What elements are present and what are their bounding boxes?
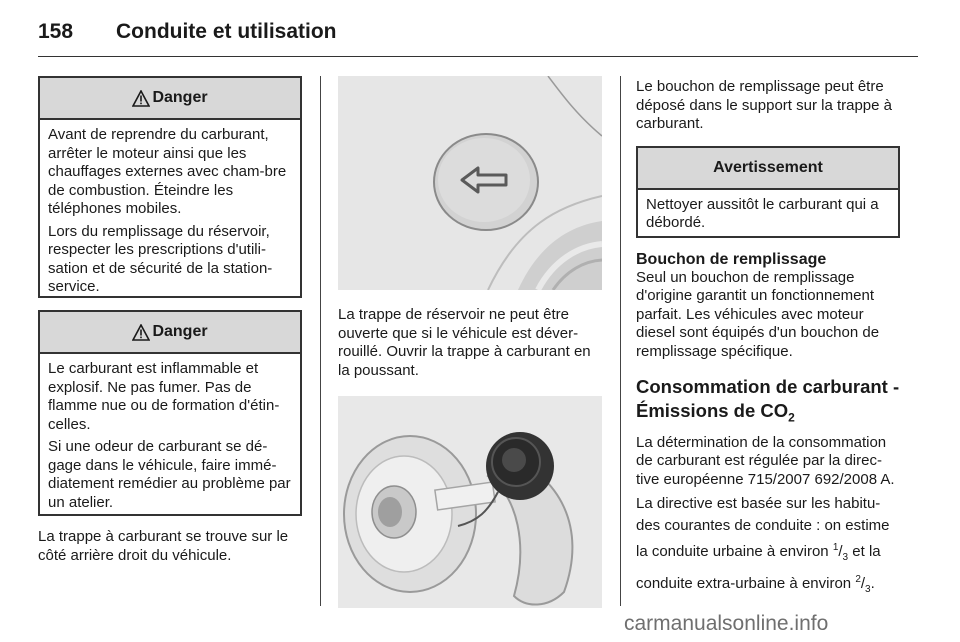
danger-label: Danger [152,323,208,340]
warning-box-body [638,190,898,239]
fraction-2-numerator: 2 [855,574,861,586]
filler-cap-holder-text: Le bouchon de remplissage peut être déposé dans le support sur la trappe à carburant. [636,78,893,132]
filler-cap-heading: Bouchon de remplissage [636,250,827,268]
fuel-cap-open-illustration [338,396,602,608]
page-title: Conduite et utilisation [116,20,337,43]
warning-box [636,146,900,238]
danger-paragraph: Avant de reprendre du carburant, arrêter le moteur ainsi que les chauffages externes avec cham-bre de combustion. Éteindre les téléphones mobiles. [48,126,287,217]
driving-text-part-c: . [870,575,875,593]
warning-triangle-icon [132,90,150,107]
column-2 [338,76,602,608]
warning-triangle-icon [132,324,150,341]
watermark: carmanualsonline.info [624,612,829,635]
danger-box-2 [38,310,302,516]
danger-paragraph: Le carburant est inflammable et explosif. Ne pas fumer. Pas de flamme nue ou de formation d'étin-celles. [48,360,280,433]
danger-paragraph: Lors du remplissage du réservoir, respecter les prescriptions d'utili-sation et de sécurité de la station-service. [48,222,273,295]
column-3 [636,76,900,601]
column-divider-2 [620,76,621,606]
danger-box-1 [38,76,302,298]
consumption-directive-text: La détermination de la consommation de carburant est régulée par la direc-tive européenne 715/2007 692/2008 A. [636,433,895,488]
fuel-flap-location-text: La trappe à carburant se trouve sur le côté arrière droit du véhicule. [38,528,289,564]
danger-box-body [40,354,300,518]
consumption-heading-line2 [636,399,900,430]
fraction-2-denominator: 3 [865,584,871,596]
consumption-heading-line1: Consommation de carburant - [636,376,900,397]
warning-label: Avertissement [713,158,823,176]
fuel-flap-closed-illustration [338,76,602,290]
consumption-driving-text: La directive est basée sur les habitu-des courantes de conduite : on estime la conduite urbaine à environ $^1/_3$ et la conduite extra-urbaine à environ $^2/_3$. [636,495,890,596]
page-number: 158 [38,20,74,43]
column-1 [38,76,302,565]
driving-text-part-b: et la conduite extra-urbaine à environ [636,543,881,593]
fuel-cap-open-photo [338,396,602,608]
fraction-1-denominator: 3 [842,552,849,564]
co2-subscript: 2 [788,410,795,425]
warning-box-header [638,148,898,190]
fuel-flap-open-text: La trappe de réservoir ne peut être ouverte que si le véhicule est déver-rouillé. Ouvrir la trappe à carburant en la poussant. [338,306,591,379]
header-rule [38,56,918,57]
fuel-flap-closed-photo [338,76,602,290]
filler-cap-text: Seul un bouchon de remplissage d'origine garantit un fonctionnement parfait. Les véhicules avec moteur diesel sont équipés d'un bouchon de remplissage spécifique. [636,268,880,360]
column-divider-1 [320,76,321,606]
fraction-1-numerator: 1 [832,542,839,554]
driving-text-part-a: La directive est basée sur les habitu-des courantes de conduite : on estime la conduite urbaine à environ [636,495,890,561]
danger-box-header [40,312,300,354]
danger-box-body [40,120,300,303]
danger-box-header [40,78,300,120]
danger-label: Danger [152,89,208,106]
warning-text: Nettoyer aussitôt le carburant qui a débordé. [646,195,879,231]
danger-paragraph: Si une odeur de carburant se dé-gage dans le véhicule, faire immé-diatement remédier au problème par un atelier. [48,438,291,511]
page-header [38,16,918,56]
consumption-heading-text: Émissions de CO [636,400,789,421]
